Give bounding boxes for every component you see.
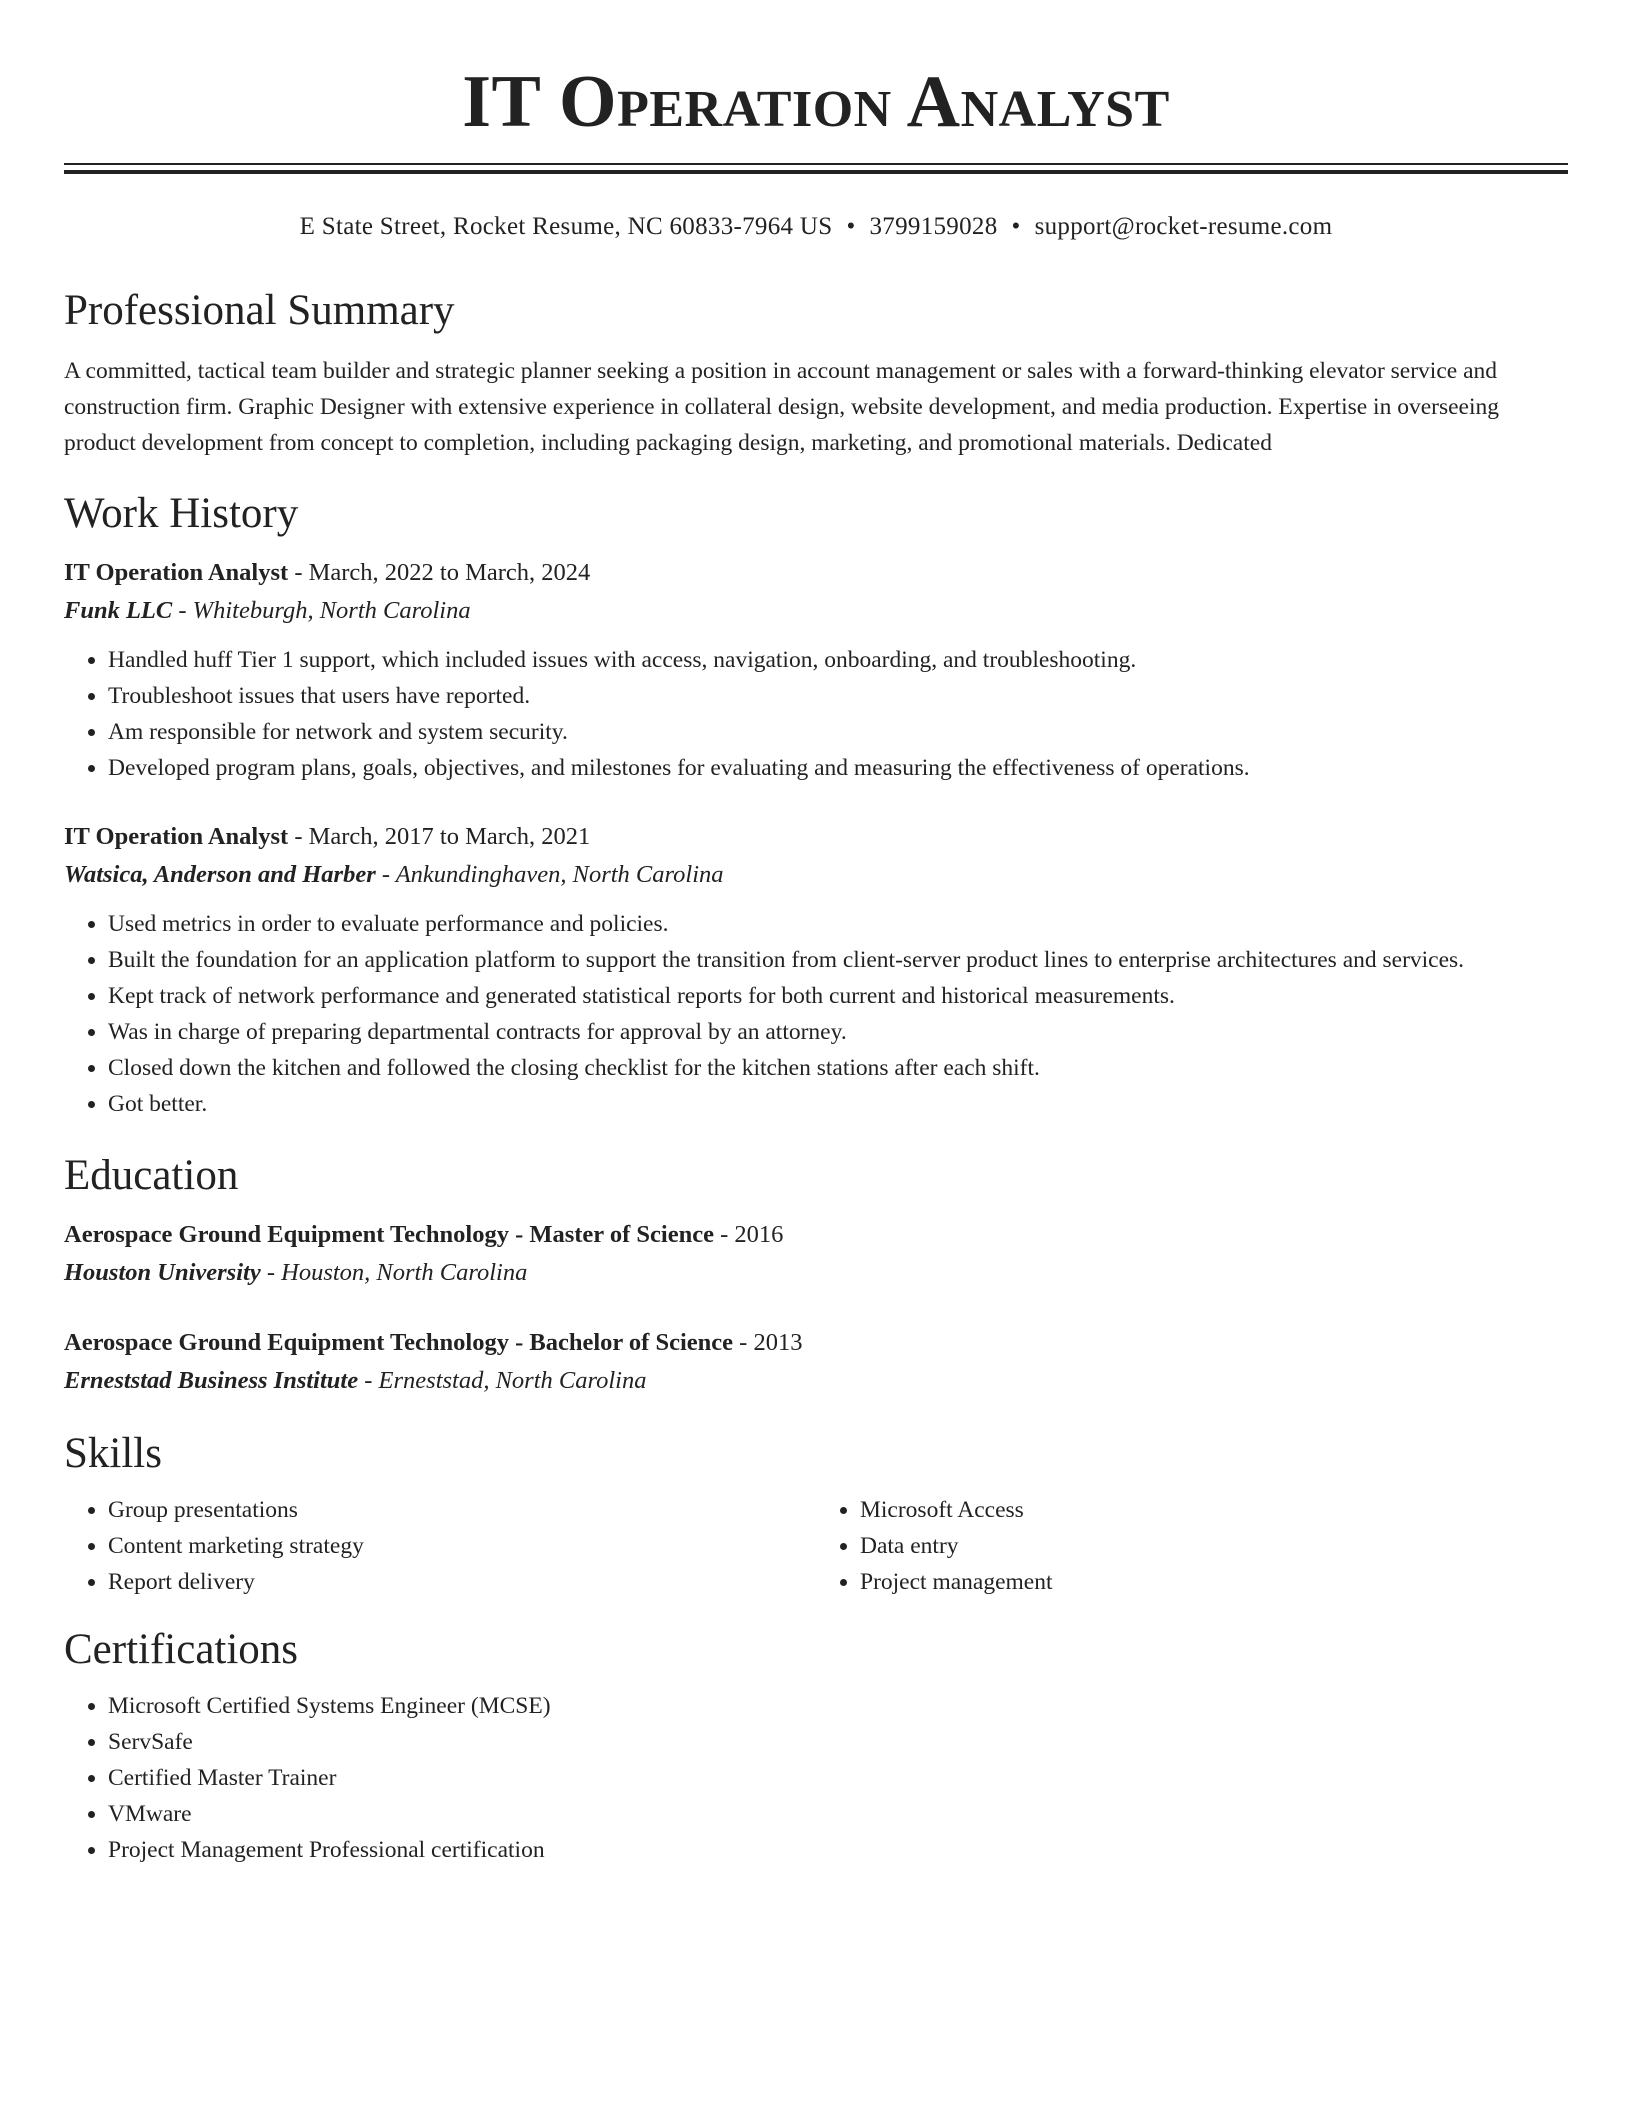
certifications-list: [64, 1688, 1568, 1868]
job-dates: March, 2022 to March, 2024: [308, 559, 591, 586]
contact-separator: •: [846, 213, 856, 240]
dash: -: [172, 597, 193, 624]
contact-phone: 3799159028: [869, 213, 998, 240]
degree: Aerospace Ground Equipment Technology - Master of Science: [64, 1221, 714, 1248]
contact-line: [64, 211, 1568, 243]
summary-text: A committed, tactical team builder and strategic planner seeking a position in account management or sales with a forward-thinking elevator service and construction firm. Graphic Designer with extensive experience in collateral design, website development, and media production. Expertise in overseeing product development from concept to completion, including packaging design, marketing, and promotional materials. Dedicated: [64, 358, 1499, 456]
job-bullet: • Used metrics in order to evaluate performance and policies.: [108, 906, 1568, 942]
job-bullet: • Built the foundation for an application platform to support the transition from client-server product lines to enterprise architectures and services.: [108, 942, 1568, 978]
job-bullet: • Am responsible for network and system security.: [108, 714, 1568, 750]
job-location: Whiteburgh, North Carolina: [192, 597, 471, 624]
summary-heading: Professional Summary: [64, 287, 455, 334]
skills-list: [816, 1492, 1568, 1600]
degree: Aerospace Ground Equipment Technology - Bachelor of Science: [64, 1329, 734, 1356]
resume-title: IT Operation Analyst: [462, 61, 1170, 143]
dash: -: [358, 1367, 379, 1394]
skills-column-right: [816, 1492, 1568, 1600]
skill-item: • Content marketing strategy: [108, 1528, 816, 1564]
job-title: IT Operation Analyst: [64, 823, 289, 850]
contact-email: support@rocket-resume.com: [1034, 213, 1333, 240]
job-title: IT Operation Analyst: [64, 559, 289, 586]
degree-year: 2016: [734, 1221, 784, 1248]
job-bullet-list: [64, 642, 1568, 786]
certification-item: • Project Management Professional certification: [108, 1832, 1568, 1868]
education-entry: [64, 1216, 1568, 1292]
skills-list: [64, 1492, 816, 1600]
skill-item: • Data entry: [860, 1528, 1568, 1564]
school-line: [64, 1362, 1568, 1400]
job-company-line: [64, 592, 1568, 630]
school-location: Houston, North Carolina: [281, 1259, 528, 1286]
degree-line: [64, 1216, 1568, 1254]
school-location: Erneststad, North Carolina: [378, 1367, 647, 1394]
dash: -: [733, 1329, 754, 1356]
job-bullet: • Developed program plans, goals, objectives, and milestones for evaluating and measuring the effectiveness of operations.: [108, 750, 1568, 786]
skill-item: • Group presentations: [108, 1492, 816, 1528]
title-divider: [64, 163, 1568, 174]
dash: -: [713, 1221, 735, 1248]
contact-separator: •: [1011, 213, 1021, 240]
job-entry: [64, 818, 1568, 1122]
skills-column-left: [64, 1492, 816, 1600]
certifications-heading: Certifications: [64, 1626, 299, 1673]
job-title-line: [64, 818, 1568, 856]
school: Houston University: [64, 1259, 261, 1286]
school-line: [64, 1254, 1568, 1292]
certification-item: • VMware: [108, 1796, 1568, 1832]
job-bullet: • Got better.: [108, 1086, 1568, 1122]
education-entry: [64, 1324, 1568, 1400]
job-entry: [64, 554, 1568, 786]
job-bullet-list: [64, 906, 1568, 1122]
job-company: Watsica, Anderson and Harber: [64, 861, 376, 888]
degree-year: 2013: [753, 1329, 803, 1356]
certification-item: • Certified Master Trainer: [108, 1760, 1568, 1796]
certification-item: • ServSafe: [108, 1724, 1568, 1760]
skill-item: • Report delivery: [108, 1564, 816, 1600]
work-history-heading: Work History: [64, 490, 299, 537]
skills-grid: [64, 1492, 1568, 1600]
school: Erneststad Business Institute: [64, 1367, 359, 1394]
skill-item: • Project management: [860, 1564, 1568, 1600]
job-location: Ankundinghaven, North Carolina: [395, 861, 724, 888]
job-title-line: [64, 554, 1568, 592]
skill-item: • Microsoft Access: [860, 1492, 1568, 1528]
degree-line: [64, 1324, 1568, 1362]
dash: -: [375, 861, 396, 888]
job-company-line: [64, 856, 1568, 894]
job-bullet: • Troubleshoot issues that users have reported.: [108, 678, 1568, 714]
job-dates: March, 2017 to March, 2021: [308, 823, 591, 850]
job-bullet: • Closed down the kitchen and followed the closing checklist for the kitchen stations after each shift.: [108, 1050, 1568, 1086]
dash: -: [288, 823, 309, 850]
certification-item: • Microsoft Certified Systems Engineer (MCSE): [108, 1688, 1568, 1724]
contact-address: E State Street, Rocket Resume, NC 60833-7964 US: [299, 213, 833, 240]
job-company: Funk LLC: [64, 597, 173, 624]
job-bullet: • Handled huff Tier 1 support, which included issues with access, navigation, onboarding, and troubleshooting.: [108, 642, 1568, 678]
dash: -: [288, 559, 309, 586]
job-bullet: • Was in charge of preparing departmental contracts for approval by an attorney.: [108, 1014, 1568, 1050]
dash: -: [260, 1259, 282, 1286]
skills-heading: Skills: [64, 1430, 162, 1477]
job-bullet: • Kept track of network performance and generated statistical reports for both current and historical measurements.: [108, 978, 1568, 1014]
education-heading: Education: [64, 1152, 239, 1199]
